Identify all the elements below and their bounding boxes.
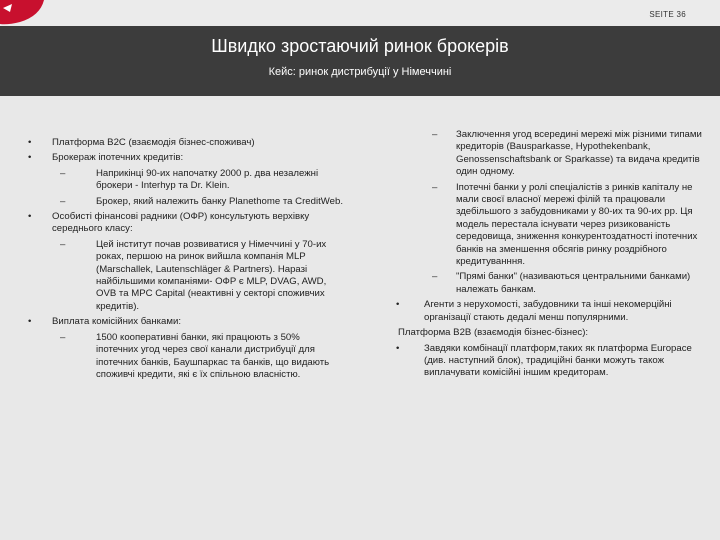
bullet-dash: – [60,238,66,250]
bullet-dot: • [396,342,400,354]
item-text: Цей інститут почав розвиватися у Німеччині у 70-их роках, першою на ринок вийшла компанія MLP (Marschallek, Lautenschläger & Partners). Наразі найбільшими компаніями- ОФР є MLP, DVAG, AWD, OVB та MPC Capital (неактивні у секторі споживчих кредитів). [96,238,327,312]
item-text: "Прямі банки" (називаються центральними банками) належать банкам. [456,271,691,295]
bullet-dash: – [432,129,438,140]
list-item [394,299,712,324]
logo-icon [0,0,48,26]
item-text: Завдяки комбінації платформ,таких як платформа Europace (див. наступний блок), традиційні банки можуть також виплачувати комісійні іншим кредиторам. [424,342,692,379]
page-number: SEITE 36 [649,10,686,19]
list-item [26,137,344,149]
sub-list-item [394,182,712,269]
right-column [394,129,712,383]
section-heading: Платформа B2B (взаємодія бізнес-бізнес): [398,327,589,339]
bullet-dash: – [432,271,438,283]
sub-list-item [26,168,344,193]
sub-list-item [26,239,344,313]
list-item [26,316,344,328]
bullet-dash: – [60,331,66,343]
slide-subtitle: Кейс: ринок дистрибуції у Німеччині [268,66,452,78]
bullet-dash: – [432,181,438,193]
item-text: Брокер, який належить банку Planethome та CreditWeb. [96,195,343,207]
item-text: Особисті фінансові радники (ОФР) консультують верхівку середнього класу: [52,211,310,235]
item-text: Виплата комісійних банками: [52,316,182,328]
item-text: Брокераж іпотечних кредитів: [52,152,184,164]
item-text: Наприкінці 90-их напочатку 2000 р. два незалежні брокери - Interhyp та Dr. Klein. [96,167,319,192]
item-text: 1500 кооперативні банки, які працюють з 50% іпотечних угод через свої канали дистрибуції для іпотечних банків, Баушпаркас та банків, що видають споживчі кредити, які є їх спільною власністю. [96,331,330,380]
title-bar [0,26,720,96]
top-strip [0,0,720,26]
bullet-dot: • [28,137,32,148]
bullet-dash: – [60,195,66,207]
sub-list-item [394,129,712,179]
bullet-dash: – [60,167,66,179]
sub-list-item [26,196,344,208]
item-text: Іпотечні банки у ролі спеціалістів з ринків капіталу не мали своєї власної мережі філій та працювали здебільшого з забудовниками у 80-их та 90-их рр. Ця модель перестала існувати через ризикованість середовища, зниження конкурентоздатності іпотечних банків на зменшення обсягів ринку роздрібного кредитуванння. [456,181,698,268]
list-item [26,211,344,236]
list-item [394,343,712,380]
left-column [26,137,344,384]
bullet-dot: • [28,316,32,328]
item-text: Заключення угод всередині мережі між різними типами кредиторів (Bausparkasse, Hypothekenbank, Genossenschaftsbank or Sparkasse) та видача кредитів один одному. [456,129,702,178]
sub-list-item [394,271,712,296]
item-text: Агенти з нерухомості, забудовники та інші некомерційні організації стають дедалі менш популярними. [424,299,672,323]
list-item [26,152,344,164]
bullet-dot: • [28,152,32,164]
slide-title: Швидко зростаючий ринок брокерів [211,36,509,56]
bullet-dot: • [396,299,400,311]
sub-list-item [26,332,344,382]
item-text: Платформа B2C (взаємодія бізнес-споживач) [52,137,255,148]
bullet-dot: • [28,211,32,223]
